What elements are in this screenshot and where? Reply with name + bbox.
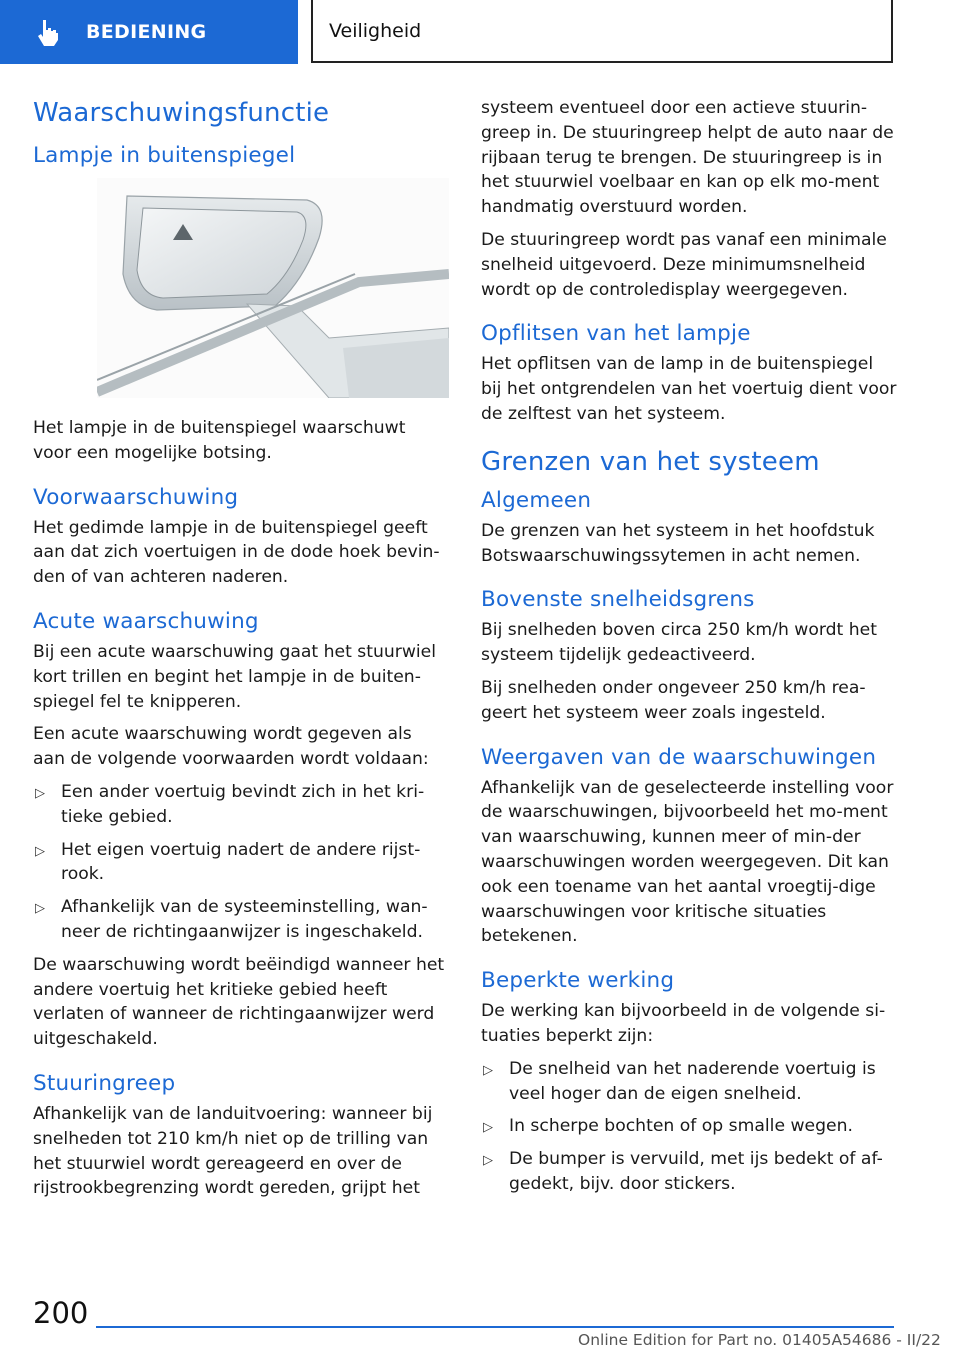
subheading-lampje: Lampje in buitenspiegel <box>33 143 296 168</box>
page-title: Waarschuwingsfunctie <box>33 98 330 128</box>
subheading-bovenste-snelheidsgrens: Bovenste snelheidsgrens <box>481 587 755 613</box>
algemeen-text: De grenzen van het systeem in het hoofdstuk Botswaarschuwingssytemen in acht nemen. <box>481 520 875 566</box>
subheading-weergaven: Weergaven van de waarschuwingen <box>481 744 877 770</box>
footer-divider <box>96 1326 894 1328</box>
edition-note: Online Edition for Part no. 01405A54686 - II/22 <box>578 1331 941 1349</box>
section-tab <box>0 0 298 64</box>
triangle-bullet-icon: ▷ <box>483 1062 493 1078</box>
mirror-illustration <box>97 178 449 398</box>
beperkte-list <box>481 1057 897 1197</box>
weergaven-text: Afhankelijk van de geselecteerde instelling voor de waarschuwingen, bijvoorbeeld het mo-ment van waarschuwing, kunnen meer of min-der waarschuwingen worden weergegeven. Dit kan ook een toename van het aantal vroegtij-dige waarschuwingen voor kritische situaties betekenen. <box>481 777 894 947</box>
subheading-algemeen: Algemeen <box>481 487 592 513</box>
list-item <box>33 838 449 888</box>
bovenste-text-2: Bij snelheden onder ongeveer 250 km/h rea-geert het systeem weer zoals ingesteld. <box>481 677 866 723</box>
acute-text-3: De waarschuwing wordt beëindigd wanneer het andere voertuig het kritieke gebied heeft verlaten of wanneer de richtingaanwijzer werd uitgeschakeld. <box>33 954 445 1050</box>
triangle-bullet-icon: ▷ <box>35 785 45 801</box>
subheading-stuuringreep: Stuuringreep <box>33 1070 176 1096</box>
left-column <box>33 96 449 1209</box>
section-label: BEDIENING <box>86 21 207 43</box>
beperkte-text: De werking kan bijvoorbeeld in de volgende si-tuaties beperkt zijn: <box>481 1001 886 1046</box>
stuuringreep-continued-2: De stuuringreep wordt pas vanaf een minimale snelheid uitgevoerd. Deze minimumsnelheid wordt op de controledisplay weergegeven. <box>481 229 887 300</box>
section-title-grenzen: Grenzen van het systeem <box>481 446 820 477</box>
list-item-text: De snelheid van het naderende voertuig is veel hoger dan de eigen snelheid. <box>509 1058 876 1104</box>
list-item-text: Afhankelijk van de systeeminstelling, wan-neer de richtingaanwijzer is ingeschakeld. <box>61 897 428 942</box>
triangle-bullet-icon: ▷ <box>483 1120 493 1136</box>
triangle-bullet-icon: ▷ <box>35 901 45 917</box>
subheading-opflitsen: Opflitsen van het lampje <box>481 321 751 347</box>
bovenste-text-1: Bij snelheden boven circa 250 km/h wordt het systeem tijdelijk gedeactiveerd. <box>481 620 877 666</box>
stuuringreep-continued-1: systeem eventueel door een actieve stuurin-greep in. De stuuringreep helpt de auto naar de rijbaan terug te brengen. De stuuringreep is in het stuurwiel voelbaar en kan op elk mo-ment handmatig overstuurd worden. <box>481 98 894 218</box>
list-item-text: In scherpe bochten of op smalle wegen. <box>509 1116 853 1137</box>
list-item <box>481 1114 897 1139</box>
lampje-text: Het lampje in de buitenspiegel waarschuwt voor een mogelijke botsing. <box>33 418 406 463</box>
list-item-text: Het eigen voertuig nadert de andere rijst-rook. <box>61 839 421 885</box>
list-item-text: Een ander voertuig bevindt zich in het kri-tieke gebied. <box>61 781 425 827</box>
chapter-header <box>311 0 893 63</box>
side-mirror-image <box>97 178 449 398</box>
voorwaarschuwing-text: Het gedimde lampje in de buitenspiegel geeft aan dat zich voertuigen in de dode hoek bevin-den of van achteren naderen. <box>33 517 440 588</box>
page-number: 200 <box>33 1296 89 1330</box>
subheading-acute: Acute waarschuwing <box>33 608 259 634</box>
acute-list <box>33 780 449 945</box>
chapter-label: Veiligheid <box>329 19 422 42</box>
acute-text-2: Een acute waarschuwing wordt gegeven als aan de volgende voorwaarden wordt voldaan: <box>33 724 429 770</box>
subheading-beperkte-werking: Beperkte werking <box>481 968 675 994</box>
right-column <box>481 96 897 1205</box>
triangle-bullet-icon: ▷ <box>35 843 45 859</box>
stuuringreep-text: Afhankelijk van de landuitvoering: wanneer bij snelheden tot 210 km/h niet op de trilling van het stuurwiel wordt gereageerd en over de rijstrookbegrenzing wordt gereden, grijpt het <box>33 1103 433 1199</box>
list-item <box>33 895 449 945</box>
list-item <box>33 780 449 830</box>
list-item-text: De bumper is vervuild, met ijs bedekt of af-gedekt, bijv. door stickers. <box>509 1149 883 1194</box>
triangle-bullet-icon: ▷ <box>483 1153 493 1169</box>
subheading-voorwaarschuwing: Voorwaarschuwing <box>33 484 239 510</box>
list-item <box>481 1057 897 1107</box>
list-item <box>481 1147 897 1197</box>
acute-text-1: Bij een acute waarschuwing gaat het stuurwiel kort trillen en begint het lampje in de buiten-spiegel fel te knipperen. <box>33 641 437 712</box>
opflitsen-text: Het opflitsen van de lamp in de buitenspiegel bij het ontgrendelen van het voertuig dient voor de zelftest van het systeem. <box>481 354 897 424</box>
hand-pointer-icon <box>32 16 64 48</box>
